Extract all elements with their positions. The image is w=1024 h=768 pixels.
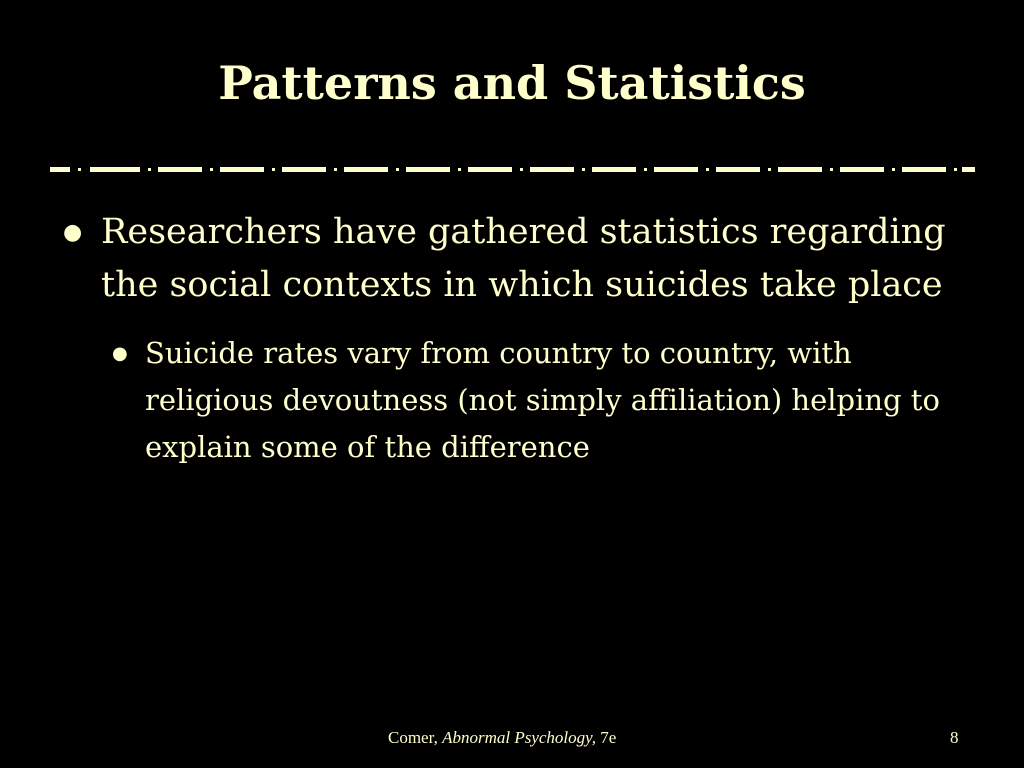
bullet-text: Researchers have gathered statistics regarding the social contexts in which suicides take place (101, 212, 946, 305)
footer-book-title: Abnormal Psychology, (442, 728, 597, 747)
footer-citation (388, 728, 616, 748)
bullet-dot-icon: ● (112, 343, 128, 364)
slide-title: Patterns and Statistics (218, 56, 806, 110)
bullet-item (58, 206, 978, 312)
footer-edition: 7e (600, 728, 617, 747)
bullet-dot-icon: ● (63, 220, 83, 245)
bullet-list (58, 206, 978, 471)
sub-bullet-text: Suicide rates vary from country to country, with religious devoutness (not simply affiliation) helping to explain some of the difference (145, 336, 940, 464)
footer-author: Comer, (388, 728, 438, 747)
sub-bullet-item (101, 330, 978, 471)
page-number: 8 (950, 728, 959, 747)
title-divider (50, 162, 975, 176)
